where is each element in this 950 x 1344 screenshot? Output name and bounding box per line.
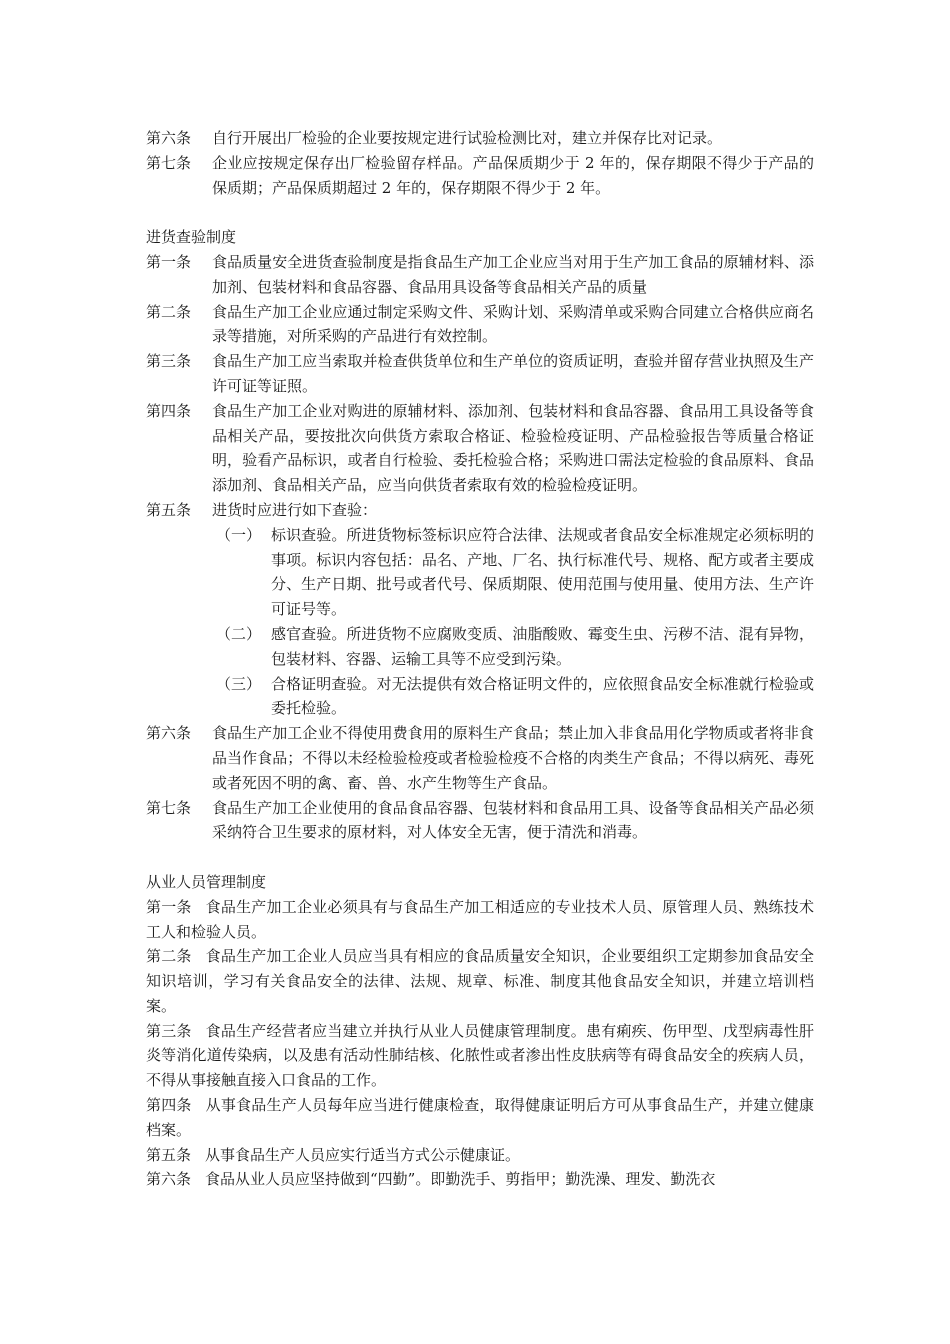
- article-2: [146, 944, 814, 1018]
- section-title: 进货查验制度: [146, 228, 237, 247]
- article-text: 从事食品生产人员应实行适当方式公示健康证。: [205, 1145, 521, 1164]
- article-text: 食品生产加工应当索取并检查供货单位和生产单位的资质证明，查验并留存营业执照及生产许可证等证照。: [212, 352, 814, 395]
- article-7: [146, 151, 814, 201]
- article-number: 第七条: [146, 798, 192, 817]
- article-5: [146, 498, 814, 523]
- article-number: 第六条: [146, 724, 192, 743]
- article-number: 第六条: [146, 1170, 192, 1189]
- article-2: [146, 300, 814, 350]
- article-text: 食品生产加工企业使用的食品食品容器、包装材料和食品用工具、设备等食品相关产品必须采纳符合卫生要求的原材料，对人体安全无害，便于清洗和消毒。: [212, 798, 814, 842]
- article-number: 第三条: [146, 1021, 192, 1040]
- article-text: 食品生产加工企业必须具有与食品生产加工相适应的专业技术人员、原管理人员、熟练技术工人和检验人员。: [146, 897, 814, 941]
- article-number: 第一条: [146, 252, 192, 271]
- article-number: 第六条: [146, 129, 192, 147]
- article-number: 第二条: [146, 947, 192, 966]
- article-6: [146, 1167, 814, 1192]
- section-incoming-inspection: [146, 225, 814, 845]
- article-number: 第四条: [146, 401, 192, 420]
- article-number: 第二条: [146, 302, 192, 321]
- article-text: 食品生产加工企业应通过制定采购文件、采购计划、采购清单或采购合同建立合格供应商名录等措施，对所采购的产品进行有效控制。: [212, 302, 814, 346]
- article-4: [146, 399, 814, 498]
- article-6: [146, 126, 814, 151]
- subitem-number: （二）: [216, 624, 262, 643]
- section-factory-inspection: [146, 126, 814, 200]
- section-staff-management: [146, 870, 814, 1192]
- article-text: 企业应按规定保存出厂检验留存样品。产品保质期少于 2 年的，保存期限不得少于产品的保质期；产品保质期超过 2 年的，保存期限不得少于 2 年。: [212, 153, 814, 197]
- article-text: 进货时应进行如下查验：: [212, 500, 378, 519]
- article-3: [146, 349, 814, 399]
- article-text: 食品生产经营者应当建立并执行从业人员健康管理制度。患有痢疾、伤甲型、戊型病毒性肝炎等消化道传染病，以及患有活动性肺结核、化脓性或者渗出性皮肤病等有碍食品安全的疾病人员，不得从事接触直接入口食品的工作。: [146, 1021, 814, 1090]
- subitem-1: [216, 523, 814, 622]
- article-text: 食品生产加工企业人员应当具有相应的食品质量安全知识，企业要组织工定期参加食品安全知识培训，学习有关食品安全的法律、法规、规章、标准、制度其他食品安全知识，并建立培训档案。: [146, 947, 814, 1015]
- article-5: [146, 1143, 814, 1168]
- subitem-number: （三）: [216, 674, 262, 693]
- article-number: 第三条: [146, 352, 192, 371]
- article-3: [146, 1019, 814, 1093]
- article-text: 自行开展出厂检验的企业要按规定进行试验检测比对，建立并保存比对记录。: [212, 129, 723, 147]
- article-1: [146, 895, 814, 945]
- article-7: [146, 796, 814, 846]
- article-number: 第五条: [146, 1145, 192, 1164]
- article-text: 食品质量安全进货查验制度是指食品生产加工企业应当对用于生产加工食品的原辅材料、添加剂、包装材料和食品容器、食品用具设备等食品相关产品的质量: [212, 252, 814, 296]
- article-number: 第四条: [146, 1096, 192, 1115]
- article-4: [146, 1093, 814, 1143]
- subitem-text: 标识查验。所进货物标签标识应符合法律、法规或者食品安全标准规定必须标明的事项。标识内容包括：品名、产地、厂名、执行标准代号、规格、配方或者主要成分、生产日期、批号或者代号、保质期限、使用范围与使用量、使用方法、生产许可证号等。: [271, 525, 814, 619]
- article-text: 食品从业人员应坚持做到“四勤”。即勤洗手、剪指甲；勤洗澡、理发、勤洗衣: [205, 1170, 716, 1189]
- subitem-2: [216, 622, 814, 672]
- article-number: 第一条: [146, 897, 192, 916]
- article-text: 从事食品生产人员每年应当进行健康检查，取得健康证明后方可从事食品生产，并建立健康档案。: [146, 1096, 814, 1139]
- article-6: [146, 721, 814, 795]
- article-number: 第七条: [146, 153, 192, 172]
- subitem-number: （一）: [216, 525, 262, 544]
- subitem-text: 感官查验。所进货物不应腐败变质、油脂酸败、霉变生虫、污秽不洁、混有异物，包装材料、容器、运输工具等不应受到污染。: [271, 624, 814, 668]
- article-number: 第五条: [146, 500, 192, 519]
- article-1: [146, 250, 814, 300]
- section-title: 从业人员管理制度: [146, 872, 267, 891]
- article-text: 食品生产加工企业不得使用费食用的原料生产食品；禁止加入非食品用化学物质或者将非食品当作食品；不得以未经检验检疫或者检验检疫不合格的肉类生产食品；不得以病死、毒死或者死因不明的禽、畜、兽、水产生物等生产食品。: [212, 724, 814, 792]
- subitem-text: 合格证明查验。对无法提供有效合格证明文件的，应依照食品安全标准就行检验或委托检验。: [271, 674, 814, 718]
- article-text: 食品生产加工企业对购进的原辅材料、添加剂、包装材料和食品容器、食品用工具设备等食品相关产品，要按批次向供货方索取合格证、检验检疫证明、产品检验报告等质量合格证明，验看产品标识，或者自行检验、委托检验合格；采购进口需法定检验的食品原料、食品添加剂、食品相关产品，应当向供货者索取有效的检验检疫证明。: [212, 401, 814, 495]
- document-page: [146, 126, 814, 1192]
- subitem-3: [216, 672, 814, 722]
